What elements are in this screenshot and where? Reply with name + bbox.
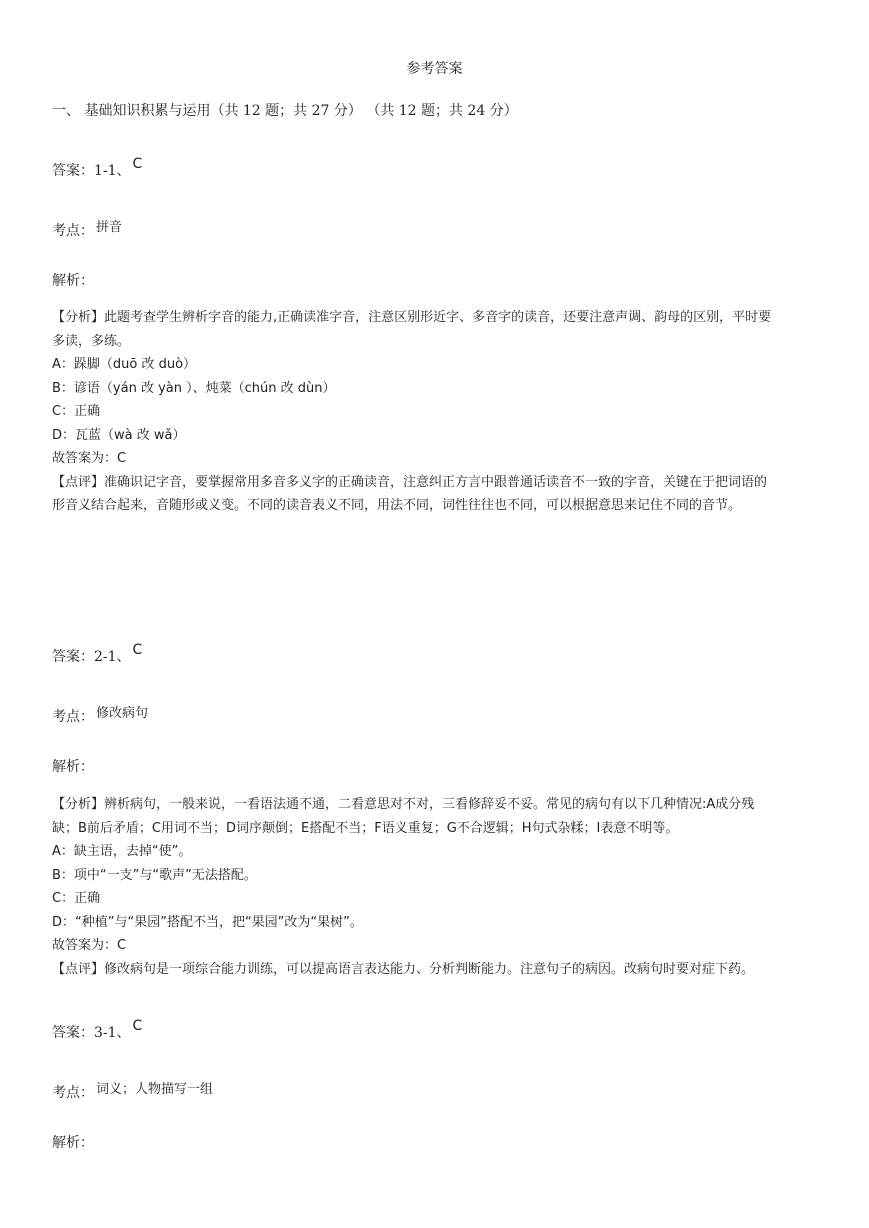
section-heading: 一、 基础知识积累与运用（共 12 题；共 27 分） （共 12 题；共 24 分） — [52, 103, 518, 119]
analysis-line: 故答案为：C — [52, 451, 127, 466]
analysis-line: 形音义结合起来，音随形或义变。不同的读音表义不同，用法不同，词性往往也不同，可以根据意思来记住不同的音节。 — [52, 498, 742, 513]
analysis-line: C：正确 — [52, 891, 101, 906]
analysis-line: 缺；B前后矛盾；C用词不当；D词序颠倒；E搭配不当；F语义重复；G不合逻辑；H句式杂糅；I表意不明等。 — [52, 820, 679, 836]
answer-value: C — [132, 1018, 143, 1034]
analysis-line: 【分析】此题考查学生辨析字音的能力,正确读准字音，注意区别形近字、多音字的读音，还要注意声调、韵母的区别，平时要 — [52, 310, 772, 325]
analysis-line: 【分析】辨析病句，一般来说，一看语法通不通，二看意思对不对，三看修辞妥不妥。常见的病句有以下几种情况:A成分残 — [52, 797, 755, 812]
answer-row-2 — [52, 642, 143, 666]
analysis-block-2 — [52, 793, 822, 981]
kaodian-label: 考点： — [52, 1085, 94, 1101]
kaodian-row-2 — [52, 706, 148, 726]
jiexi-label-2: 解析： — [52, 759, 94, 775]
analysis-line: D：瓦蓝（wà 改 wǎ） — [52, 427, 186, 443]
analysis-line: 【点评】修改病句是一项综合能力训练，可以提高语言表达能力、分析判断能力。注意句子的病因。改病句时要对症下药。 — [52, 961, 755, 977]
analysis-line: A：跺脚（duō 改 duò） — [52, 357, 197, 372]
page-title: 参考答案 — [406, 61, 463, 77]
answer-value: C — [132, 642, 143, 658]
answer-row-3 — [52, 1018, 143, 1042]
kaodian-label: 考点： — [52, 709, 94, 725]
analysis-line: A：缺主语，去掉“使”。 — [52, 844, 192, 859]
answer-label: 答案：3-1、 — [52, 1025, 131, 1041]
analysis-line: B：谚语（yán 改 yàn ）、炖菜（chún 改 dùn） — [52, 380, 336, 396]
kaodian-value: 拼音 — [96, 220, 123, 235]
analysis-line: 【点评】准确识记字音，要掌握常用多音多义字的正确读音，注意纠正方言中跟普通话读音不一致的字音，关键在于把词语的 — [52, 474, 768, 490]
jiexi-label-1: 解析： — [52, 273, 94, 289]
analysis-line: 多读，多练。 — [52, 333, 131, 349]
answer-label: 答案：1-1、 — [52, 163, 131, 179]
analysis-line: C：正确 — [52, 404, 101, 419]
jiexi-label-3: 解析： — [52, 1135, 94, 1151]
kaodian-value: 修改病句 — [96, 706, 149, 721]
answer-value: C — [132, 156, 143, 172]
kaodian-label: 考点： — [52, 223, 94, 239]
kaodian-value: 词义；人物描写一组 — [96, 1082, 214, 1097]
analysis-block-1 — [52, 306, 822, 518]
kaodian-row-3 — [52, 1082, 213, 1102]
analysis-line: B：项中“一支”与“歌声”无法搭配。 — [52, 867, 257, 883]
analysis-line: 故答案为：C — [52, 938, 127, 953]
answer-label: 答案：2-1、 — [52, 649, 131, 665]
analysis-line: D：“种植”与“果园”搭配不当，把“果园”改为“果树”。 — [52, 914, 363, 930]
answer-row-1 — [52, 156, 143, 180]
kaodian-row-1 — [52, 220, 122, 240]
